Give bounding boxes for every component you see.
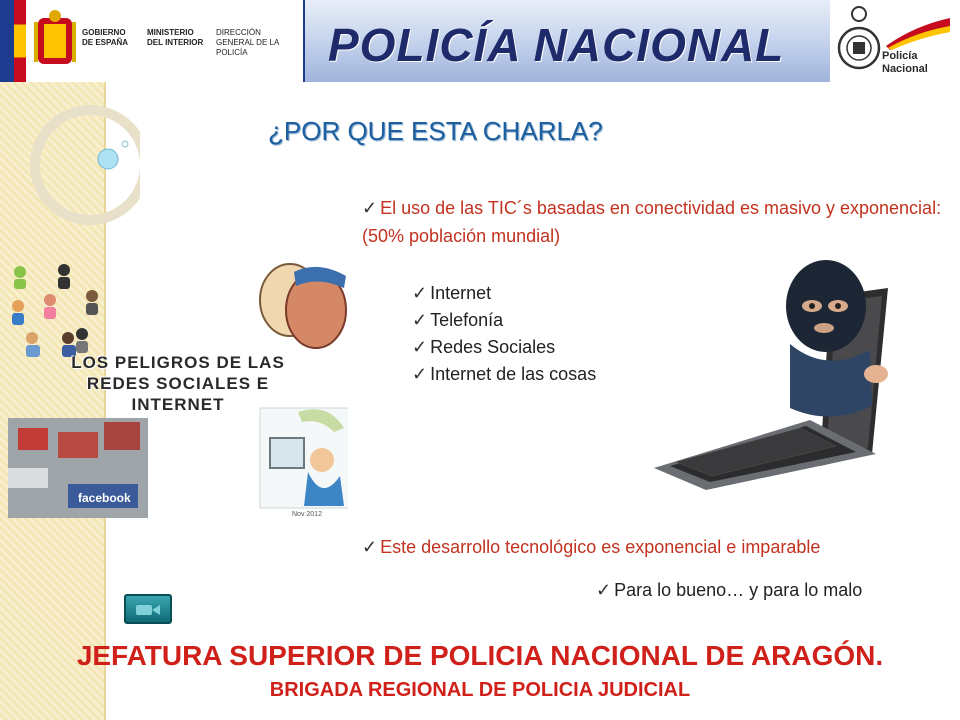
gobierno-label: GOBIERNO DE ESPAÑA: [82, 28, 129, 47]
check-icon: ✓: [362, 198, 378, 218]
check-icon: ✓: [412, 283, 428, 303]
list-item-label: Internet: [430, 283, 492, 303]
illustration-title: LOS PELIGROS DE LAS REDES SOCIALES E INTERNET: [71, 353, 285, 414]
list-item: [412, 280, 652, 307]
footer-subtitle: BRIGADA REGIONAL DE POLICIA JUDICIAL: [269, 679, 691, 701]
list-item: [412, 361, 652, 388]
statement-text: Este desarrollo tecnológico es exponencial e imparable: [380, 537, 821, 557]
logo-line-1: Policía: [882, 50, 918, 62]
illustration-caption: Nov 2012: [292, 511, 322, 518]
eu-flag-strip: [0, 0, 14, 82]
video-camera-icon: [136, 603, 160, 617]
slide-title: ¿POR QUE ESTA CHARLA?: [268, 116, 603, 146]
list-item-label: Redes Sociales: [430, 337, 556, 357]
intro-text: El uso de las TIC´s basadas en conectividad es masivo y exponencial: (50% población mundial): [362, 198, 942, 246]
check-icon: ✓: [596, 580, 612, 600]
check-icon: ✓: [412, 364, 428, 384]
list-item-label: Internet de las cosas: [430, 364, 597, 384]
statement-bullet: [362, 537, 820, 558]
list-item: [412, 307, 652, 334]
policia-logo-text: [882, 50, 928, 76]
police-badge-icon: [836, 4, 882, 78]
direccion-label: DIRECCIÓN GENERAL DE LA POLICÍA: [216, 28, 279, 57]
list-item-label: Telefonía: [430, 310, 504, 330]
svg-text:facebook: facebook: [78, 491, 131, 505]
hacker-laptop-illustration: [650, 258, 895, 490]
banner-title: POLICÍA NACIONAL: [328, 19, 785, 71]
statement-sub-text: Para lo bueno… y para lo malo: [614, 580, 863, 600]
ministerio-label: MINISTERIO DEL INTERIOR: [147, 28, 204, 47]
check-icon: ✓: [362, 537, 378, 557]
spain-flag-strip: [14, 0, 26, 82]
footer-title: JEFATURA SUPERIOR DE POLICIA NACIONAL DE ARAGÓN.: [76, 640, 884, 671]
check-icon: ✓: [412, 310, 428, 330]
check-icon: ✓: [412, 337, 428, 357]
tic-list: [412, 280, 652, 388]
statement-sub-bullet: [596, 580, 862, 601]
decorative-circles-icon: [20, 95, 140, 245]
spain-crest-icon: [34, 8, 76, 74]
list-item: [412, 334, 652, 361]
flag-swoosh-icon: [884, 16, 952, 50]
logo-line-2: Nacional: [882, 63, 928, 75]
intro-bullet: [362, 194, 942, 250]
